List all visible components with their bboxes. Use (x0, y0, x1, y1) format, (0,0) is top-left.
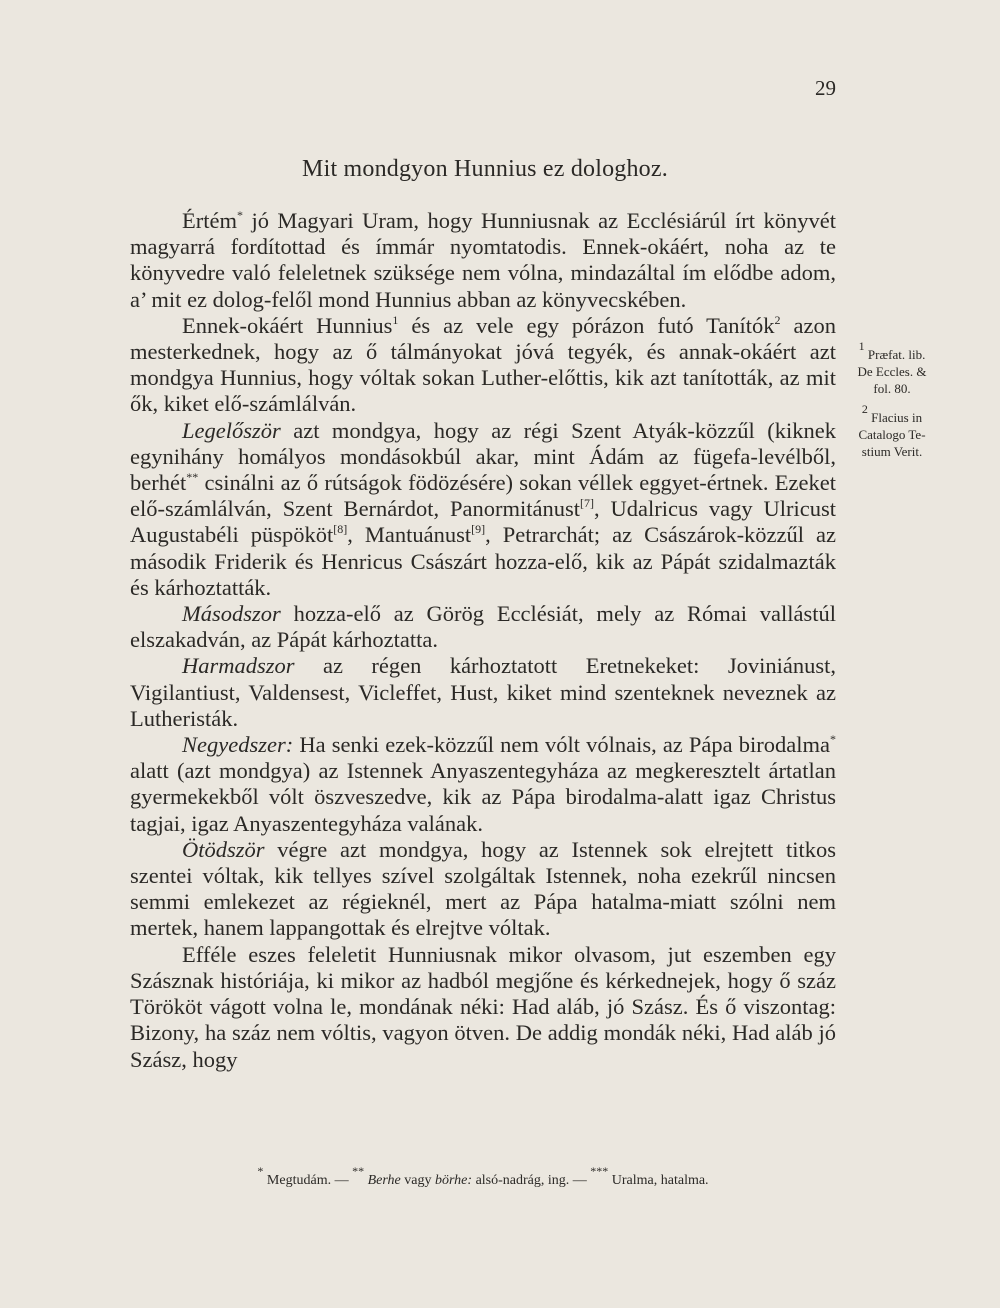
marginal-notes (842, 339, 942, 460)
footnote-mark: *** (590, 1164, 609, 1178)
footnote-marker: * (830, 732, 836, 747)
text: Értém (182, 208, 237, 233)
footnote-marker: ** (186, 470, 199, 485)
footnote-marker: * (236, 208, 243, 222)
endnote-ref: [8] (333, 522, 348, 537)
paragraph-5 (130, 653, 836, 732)
text: alatt (azt mondgya) az Istennek Anyaszentegyháza az megkeresztelt ártatlan gyermekekből vólt öszveszedve, kik az Pápa birodalma-alatt igaz Christus tagjai, igaz Anyaszentegyháza valának. (130, 758, 836, 836)
text: De Eccles. & (857, 364, 927, 379)
text: Ha senki ezek-közzűl nem vólt vólnais, az Pápa birodalma (293, 732, 830, 758)
text: stium Verit. (861, 444, 923, 459)
text: , Mantuánust (347, 522, 472, 548)
paragraph-7 (130, 837, 836, 942)
text: alsó-nadrág, ing. — (472, 1173, 591, 1188)
text: jó Magyari Uram, hogy Hunniusnak az Ecclésiárúl írt könyvét magyarrá fordítottad és ímmár nyomtatodis. Ennek-okáért, noha az te könyvedre való feleletnek szüksége nem vólna, mindazáltal ím elődbe adom, a’ mit ez dolog-felől mond Hunnius abban az könyvecskében. (130, 208, 836, 312)
footnote-mark: * (257, 1164, 264, 1178)
paragraph-4 (130, 601, 836, 653)
paragraph-8 (130, 942, 836, 1073)
term: börhe: (434, 1173, 473, 1188)
footnotes (130, 1164, 836, 1189)
paragraph-3 (130, 418, 836, 601)
text: és az vele egy pórázon futó Tanítók (398, 312, 775, 338)
text: azon mesterkednek, hogy az ő tálmányokat jóvá tegyék, és annak-okáért azt mondgya Hunnius, hogy vóltak sokan Luther-előttis, kik azt tanították, az mit ők, kiket elő-számlálván. (130, 312, 836, 417)
text: Megtudám. — (263, 1173, 353, 1188)
text: , Petrarchát; az Császárok-közzűl az második Friderik és Henricus Császárt hozza-elő, kik az Pápát szidalmazták és kárhoztatták. (130, 522, 836, 600)
section-heading: Mit mondgyon Hunnius ez dologhoz. (302, 156, 668, 182)
text: Catalogo Te- (858, 427, 926, 442)
text: Ennek-okáért Hunnius (182, 312, 393, 338)
text: végre azt mondgya, hogy az Istennek sok elrejtett titkos szentei vóltak, kik tellyes szível szolgáltak Istennek, noha ezekrűl nincsen semmi emlekezet az régieknél, mert az Pápa hatalma-miatt szólni nem mertek, hanem lappangottak és elrejtve vóltak. (130, 836, 836, 941)
body-text (130, 208, 836, 1073)
text: Uralma, hatalma. (608, 1173, 709, 1188)
lead-word: Ötödször (182, 836, 265, 862)
endnote-ref: [7] (580, 496, 595, 511)
lead-word: Legelőször (182, 417, 281, 443)
paragraph-2 (130, 313, 836, 418)
text: Præfat. lib. (867, 347, 926, 362)
lead-word: Másodszor (182, 601, 281, 627)
marginal-note-mark: 2 (861, 402, 868, 416)
lead-word: Negyedszer: (182, 732, 294, 758)
lead-word: Harmadszor (182, 653, 295, 679)
marginal-note-2 (842, 402, 942, 460)
text: csinálni az ő rútságok födözésére) sokan véllek eggyet-értnek. Ezeket elő-számlálván, Szent Bernárdot, Panormitánust (130, 470, 836, 522)
text: vagy (400, 1173, 435, 1188)
text: , Udalricus vagy Ulricust Augustabéli püspököt (130, 496, 836, 548)
paragraph-6 (130, 732, 836, 837)
marginal-note-ref: 1 (392, 312, 399, 327)
text: fol. 80. (873, 381, 911, 396)
text: az régen kárhoztatott Eretnekeket: Joviniánust, Vigilantiust, Valdensest, Vicleffet, Hust, kiket mind szenteknek neveznek az Lutheristák. (130, 653, 836, 731)
marginal-note-1 (842, 339, 942, 397)
footnote-mark: ** (352, 1164, 365, 1178)
term: Berhe (367, 1173, 401, 1188)
text: Flacius in (871, 410, 923, 425)
text: Efféle eszes feleletit Hunniusnak mikor olvasom, jut eszemben egy Szásznak históriája, ki mikor az hadból megjőne és kérkednejek, hogy ő száz Törököt vágott volna le, mondának néki: Had aláb, jó Szász. És ő viszontag: Bizony, ha száz nem vóltis, vagyon ötven. De addig mondák néki, Had aláb jó Szász, hogy (130, 941, 836, 1072)
endnote-ref: [9] (471, 522, 486, 537)
text: hozza-elő az Görög Ecclésiát, mely az Római vallástúl elszakadván, az Pápát kárhoztatta. (130, 601, 836, 653)
page-number: 29 (815, 76, 836, 100)
paragraph-1 (130, 208, 836, 313)
text: azt mondgya, hogy az régi Szent Atyák-közzűl (kiknek egynihány homályos mondásokbúl akar, mint Ádám az fügefa-levélből, berhét (130, 417, 836, 496)
marginal-note-ref: 2 (774, 312, 781, 327)
marginal-note-mark: 1 (858, 339, 865, 353)
